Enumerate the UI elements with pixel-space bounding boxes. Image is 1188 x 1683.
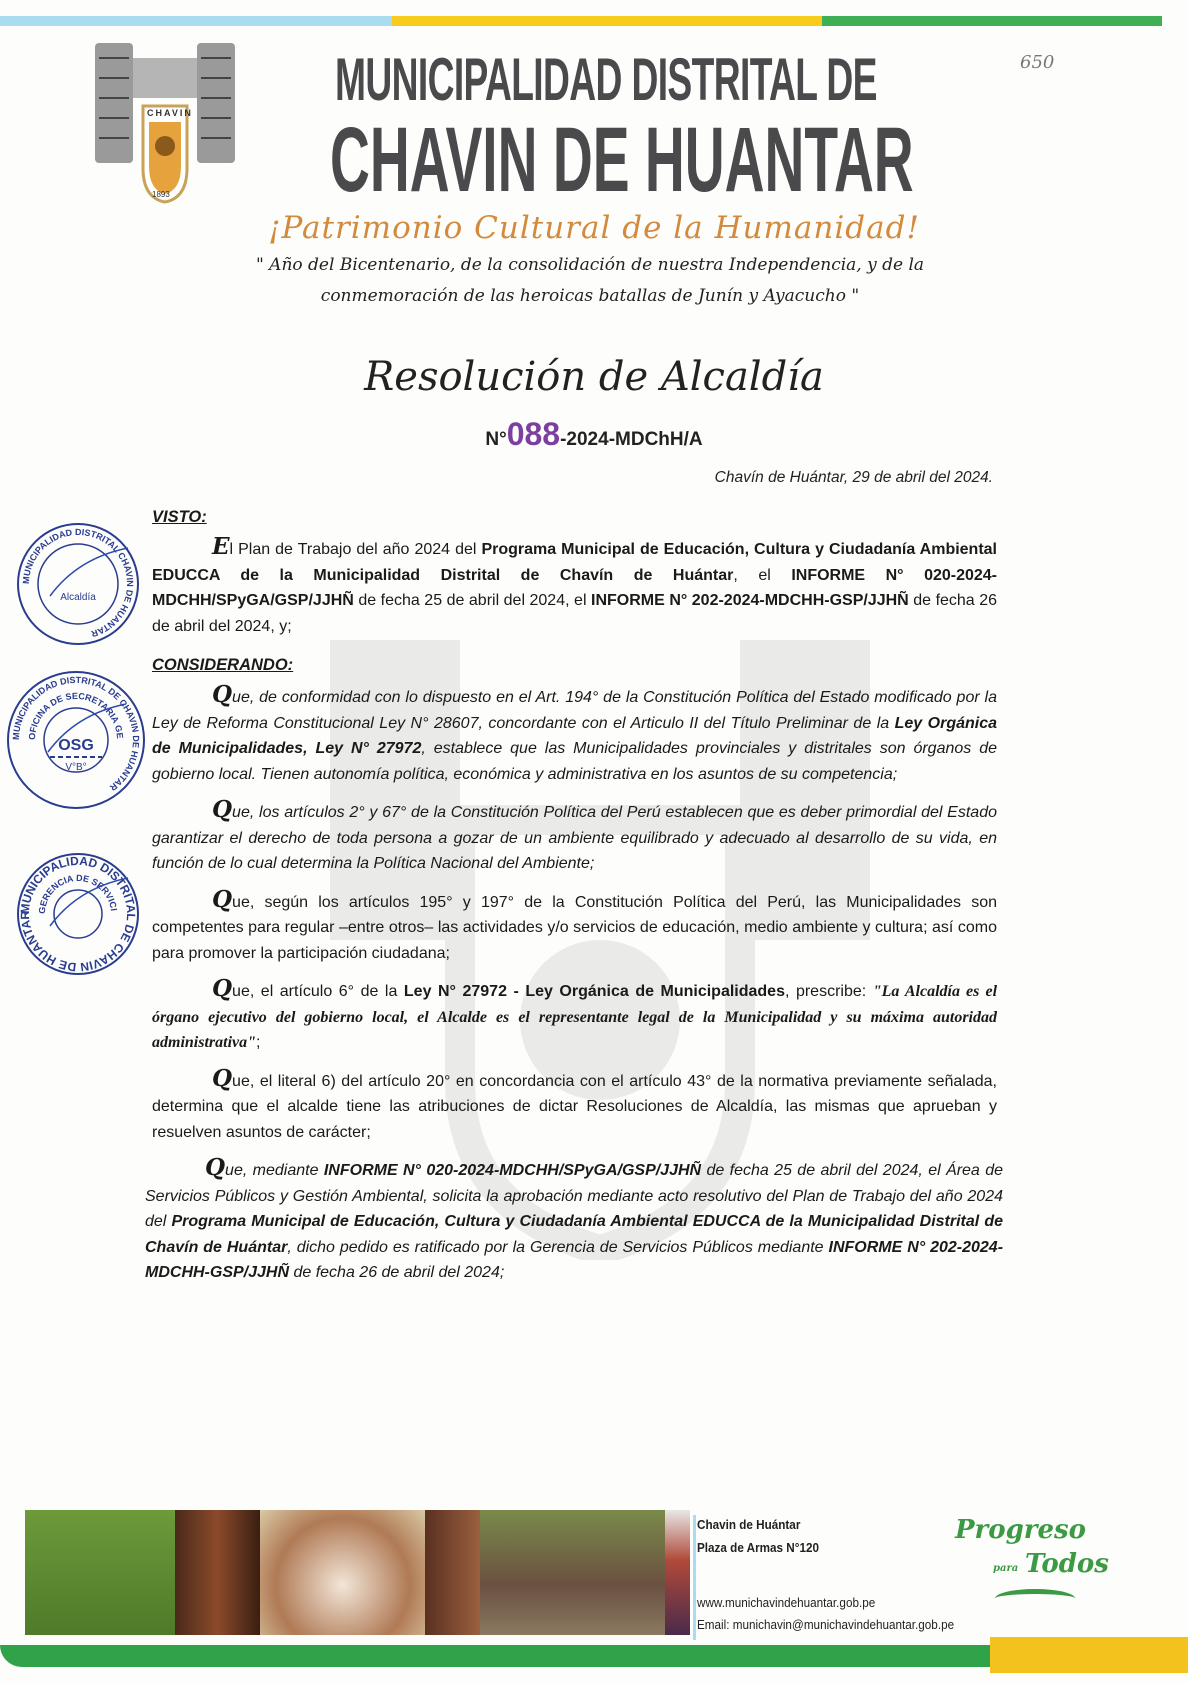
footer-stripe-yellow xyxy=(990,1637,1188,1673)
footer-email[interactable]: Email: munichavin@munichavindehuantar.gob.pe xyxy=(697,1617,955,1632)
resolution-number xyxy=(0,414,1188,460)
slogan-logo xyxy=(955,1515,1109,1615)
year-quote-line2: conmemoración de las heroicas batallas de Junín y Ayacucho " xyxy=(320,286,860,306)
paragraph xyxy=(145,1154,1004,1286)
footer-divider xyxy=(693,1515,696,1640)
stamp-center-text: Alcaldía xyxy=(60,592,96,603)
document-body xyxy=(0,505,1188,1299)
bold-text: INFORME N° 020-2024-MDCHH/SPyGA/GSP/JJHÑ xyxy=(152,566,998,609)
considerando-heading: CONSIDERANDO: xyxy=(152,656,294,674)
footer-photo-stone xyxy=(175,1510,260,1635)
paragraph xyxy=(152,1064,997,1146)
municipality-title-line1: MUNICIPALIDAD DISTRITAL DE xyxy=(335,46,877,113)
text-run: ue, el artículo 6° de la xyxy=(232,983,404,1000)
slogan-line2: Todos xyxy=(1025,1549,1109,1579)
paragraph xyxy=(152,885,997,967)
text-run: , prescribe: xyxy=(784,983,873,1000)
official-stamp xyxy=(14,520,142,653)
logo-text: CHAVIN xyxy=(147,108,193,118)
text-run: ue, el literal 6) del artículo 20° en concordancia con el artículo 43° de la normativa previamente señalada, determina que el alcalde tiene las atribuciones de dictar Resoluciones de Alcaldía, las mismas que aprueban y resuelven asuntos de carácter; xyxy=(152,1072,997,1141)
visto-heading: VISTO: xyxy=(152,508,207,526)
header-stripe-blue xyxy=(0,16,392,26)
drop-initial: Q xyxy=(212,885,233,913)
handwritten-mark: 650 xyxy=(1020,52,1055,73)
bold-text: INFORME N° 020-2024-MDCHH/SPyGA/GSP/JJHÑ xyxy=(323,1162,702,1179)
bold-text: Programa Municipal de Educación, Cultura y Ciudadanía Ambiental EDUCCA de la Municipalidad Distrital de Chavín de Huántar xyxy=(152,541,997,584)
stamp-approval-text: V°B° xyxy=(65,762,87,773)
text-run: ue, los artículos 2° y 67° de la Constitución Política del Perú establecen que es deber primordial del Estado garantizar el derecho de toda persona a gozar de un ambiente equilibrado y adecuado al desarrollo de su vida, en función de lo cual determina la Política Nacional del Ambiente; xyxy=(152,804,997,872)
document-date: Chavín de Huántar, 29 de abril del 2024. xyxy=(714,469,993,486)
text-run: , el xyxy=(733,566,792,584)
drop-initial: Q xyxy=(212,1064,233,1092)
text-run: ; xyxy=(256,1034,261,1051)
drop-initial: E xyxy=(212,533,230,560)
municipality-title-line2: CHAVIN DE HUANTAR xyxy=(330,109,914,211)
footer-photo-ruins xyxy=(480,1510,665,1635)
stamp-inner-text: GERENCIA DE SERVICI xyxy=(36,872,119,915)
paragraph xyxy=(152,975,998,1056)
slogan-swoosh xyxy=(995,1589,1075,1608)
header-stripe-yellow xyxy=(392,16,822,26)
header-stripe-green xyxy=(822,16,1162,26)
stamp-outer-text: MUNICIPALIDAD DISTRITAL DE CHAVIN DE HUANTAR xyxy=(17,853,139,975)
footer-address-line2: Plaza de Armas N°120 xyxy=(697,1540,819,1555)
text-run: l Plan de Trabajo del año 2024 del xyxy=(229,541,482,558)
stamp-inner-text: OFICINA DE SECRETARIA GE xyxy=(26,690,126,741)
text-run: ue, de conformidad con lo dispuesto en el Art. 194° de la Constitución Política del Estado modificado por la Ley de Reforma Constitucional Ley N° 28607, concordante con el Articulo II del Título Preliminar de la xyxy=(152,689,997,732)
official-stamp xyxy=(4,668,148,817)
text-run: de fecha 25 de abril del 2024, el xyxy=(353,592,592,609)
bold-text: Ley Orgánica de Municipalidades, Ley N° 27972 xyxy=(152,714,998,757)
bold-text: Ley N° 27972 - Ley Orgánica de Municipalidades xyxy=(403,983,785,1000)
bold-text: INFORME N° 202-2024-MDCHH-GSP/JJHÑ xyxy=(145,1238,1004,1281)
text-run: , establece que las Municipalidades provinciales y distritales son órganos de gobierno local. Tienen autonomía política, económica y administrativa en los asuntos de su competencia; xyxy=(152,740,997,783)
number-value: 088 xyxy=(506,416,561,452)
text-run: ue, según los artículos 195° y 197° de la Constitución Política del Perú, las Municipalidades son competentes para regular –entre otros– las actividades y/o servicios de educación, medio ambiente y cultura; así como para promover la participación ciudadana; xyxy=(152,893,997,962)
footer-stripe-green xyxy=(0,1645,1000,1667)
document-type-title: Resolución de Alcaldía xyxy=(364,354,824,400)
text-run: de fecha 26 de abril del 2024; xyxy=(289,1264,505,1281)
footer-photo-wall xyxy=(425,1510,480,1635)
footer-photo-church xyxy=(260,1510,425,1635)
number-suffix: -2024-MDChH/A xyxy=(560,429,703,450)
text-run: de fecha 25 de abril del 2024, el Área de Servicios Públicos y Gestión Ambiental, solicita la aprobación mediante acto resolutivo del Plan de Trabajo del año 2024 del xyxy=(145,1162,1004,1230)
footer-website[interactable]: www.munichavindehuantar.gob.pe xyxy=(697,1595,876,1610)
bold-text: Programa Municipal de Educación, Cultura y Ciudadanía Ambiental EDUCCA de la Municipalidad Distrital de Chavín de Huántar xyxy=(145,1213,1004,1256)
paragraph xyxy=(152,681,998,787)
paragraph xyxy=(152,533,998,639)
text-run: ue, mediante xyxy=(225,1162,324,1179)
paragraph xyxy=(152,796,997,877)
tagline: ¡Patrimonio Cultural de la Humanidad! xyxy=(268,210,920,246)
quoted-text: "La Alcaldía es el órgano ejecutivo del gobierno local, el Alcalde es el representante legal de la Municipalidad y su máxima autoridad administrativa" xyxy=(152,983,998,1051)
municipal-logo xyxy=(85,38,245,208)
stamp-outer-text: MUNICIPALIDAD DISTRITAL DE CHAVIN DE HUANTAR xyxy=(10,674,142,793)
stamp-center-text: OSG xyxy=(58,737,94,754)
stamp-outer-text: MUNICIPALIDAD DISTRITAL CHAVIN DE HUANTAR xyxy=(20,526,136,640)
footer-photo-monument xyxy=(25,1510,175,1635)
text-run: , dicho pedido es ratificado por la Gerencia de Servicios Públicos mediante xyxy=(287,1238,829,1256)
slogan-line1: Progreso xyxy=(955,1515,1086,1545)
number-prefix: N° xyxy=(485,429,507,450)
footer-address-line1: Chavin de Huántar xyxy=(697,1517,801,1532)
drop-initial: Q xyxy=(212,975,233,1002)
text-run: de fecha 26 de abril del 2024, y; xyxy=(152,592,998,635)
drop-initial: Q xyxy=(212,681,233,708)
year-quote-line1: " Año del Bicentenario, de la consolidación de nuestra Independencia, y de la xyxy=(255,255,925,275)
drop-initial: Q xyxy=(212,796,233,823)
bold-text: INFORME N° 202-2024-MDCHH-GSP/JJHÑ xyxy=(591,592,909,609)
official-stamp xyxy=(14,850,142,983)
slogan-small: para xyxy=(993,1563,1019,1574)
drop-initial: Q xyxy=(205,1154,226,1181)
logo-year: 1893 xyxy=(152,190,170,199)
footer-photo-dancer xyxy=(665,1510,690,1635)
